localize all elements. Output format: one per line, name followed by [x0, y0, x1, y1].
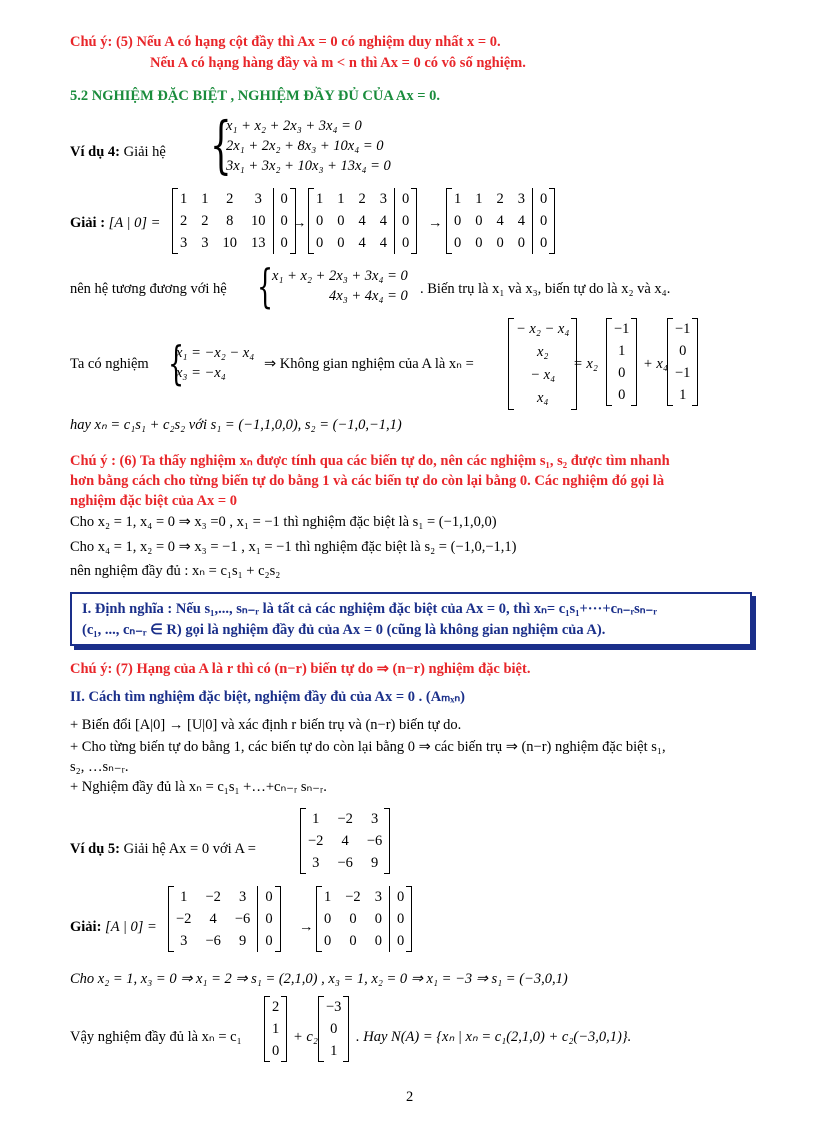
step-1: + Biến đổi [A|0] → [U|0] và xác định r biến trụ và (n−r) biến tự do. [70, 717, 462, 733]
matrix-cell: 0 [337, 234, 345, 251]
matrix-cell: 3 [312, 854, 320, 871]
have-solution-text: Ta có nghiệm [70, 356, 149, 372]
matrix-cell: −6 [205, 932, 221, 949]
matrix-cell: 2 [496, 190, 504, 207]
matrix-cell: 1 [272, 1020, 280, 1037]
section-2-heading: II. Cách tìm nghiệm đặc biệt, nghiệm đầy đủ của Ax = 0 . (Aₘₓₙ) [70, 689, 465, 705]
ex5-arrow: → [299, 919, 314, 935]
example5-label: Ví dụ 5: Giải hệ Ax = 0 với A = [70, 841, 256, 857]
solution-brace: { [168, 336, 185, 390]
note6-line3: nghiệm đặc biệt của Ax = 0 [70, 493, 237, 509]
matrix-cell: 0 [374, 910, 382, 927]
matrix-cell: 0 [330, 1020, 338, 1037]
matrix-cell: 10 [222, 234, 237, 251]
matrix-cell: 0 [337, 212, 345, 229]
example5-full-solution: Vậy nghiệm đầy đủ là xₙ = c₁ [70, 1029, 242, 1045]
matrix-cell: 4 [379, 212, 387, 229]
matrix-cell: 4 [209, 910, 217, 927]
matrix-cell: 2 [226, 190, 234, 207]
hay-line: hay xₙ = c₁s₁ + c₂s₂ với s₁ = (−1,1,0,0), s₂ = (−1,0,−1,1) [70, 417, 402, 433]
matrix-cell: 0 [618, 386, 626, 403]
matrix-cell: x₂ [536, 344, 549, 360]
matrix-cell: 1 [324, 888, 332, 905]
matrix-cell: 0 [273, 188, 295, 210]
matrix-cell: 0 [316, 212, 324, 229]
matrix-cell: x₄ [536, 390, 549, 406]
ex5-augmented-matrix-2 [316, 886, 412, 952]
matrix-cell: 1 [618, 342, 626, 359]
matrix-cell: 0 [533, 232, 555, 254]
matrix-cell: 0 [475, 234, 483, 251]
definition-line1: I. Định nghĩa : Nếu s₁,..., sₙ₋ᵣ là tất cả các nghiệm đặc biệt của Ax = 0, thì xₙ= c₁s₁+···+cₙ₋ᵣsₙ₋ᵣ [82, 601, 657, 617]
augmented-matrix-2 [308, 188, 417, 254]
matrix-cell: 3 [379, 190, 387, 207]
step-2-cont: s₂, …sₙ₋ᵣ. [70, 759, 129, 775]
matrix-cell: 3 [180, 932, 188, 949]
arrow-2: → [428, 215, 443, 231]
step-3: + Nghiệm đầy đủ là xₙ = c₁s₁ +…+cₙ₋ᵣ sₙ₋ᵣ. [70, 779, 327, 795]
matrix-cell: 0 [395, 232, 417, 254]
equivalent-system: x₁ + x₂ + 2x₃ + 3x₄ = 0 4x₃ + 4x₄ = 0 [272, 268, 408, 304]
matrix-cell: 0 [395, 210, 417, 232]
matrix-cell: 0 [475, 212, 483, 229]
matrix-cell: 1 [201, 190, 209, 207]
matrix-cell: 1 [316, 190, 324, 207]
matrix-cell: 0 [349, 932, 357, 949]
matrix-cell: 4 [379, 234, 387, 251]
matrix-cell: −2 [308, 832, 324, 849]
note6-case1: Cho x₂ = 1, x₄ = 0 ⇒ x₃ =0 , x₁ = −1 thì nghiệm đặc biệt là s₁ = (−1,1,0,0) [70, 514, 497, 530]
matrix-cell: 1 [454, 190, 462, 207]
matrix-cell: 2 [180, 212, 188, 229]
matrix-cell: 2 [358, 190, 366, 207]
note7: Chú ý: (7) Hạng của A là r thì có (n−r) biến tự do ⇒ (n−r) nghiệm đặc biệt. [70, 661, 531, 677]
ex5-augmented-matrix-1 [168, 886, 281, 952]
nullspace-set: . Hay N(A) = {xₙ | xₙ = c₁(2,1,0) + c₂(−3,0,1)}. [356, 1029, 632, 1045]
matrix-cell: 0 [258, 930, 280, 952]
matrix-cell: − x₄ [530, 367, 556, 383]
matrix-cell: 0 [454, 234, 462, 251]
matrix-cell: 2 [201, 212, 209, 229]
matrix-cell: 0 [533, 210, 555, 232]
matrix-cell: 0 [324, 932, 332, 949]
matrix-cell: 3 [254, 190, 262, 207]
matrix-cell: 9 [238, 932, 247, 949]
matrix-cell: 0 [389, 930, 411, 952]
matrix-cell: 8 [226, 212, 234, 229]
ex5-vector-2 [318, 996, 349, 1062]
note6-line2: hơn bằng cách cho từng biến tự do bằng 1 và các biến tự do còn lại bằng 0. Các nghiệm đó gọi là [70, 473, 665, 489]
definition-box [70, 592, 752, 646]
matrix-cell: 0 [496, 234, 504, 251]
example4-label: Ví dụ 4: Giải hệ [70, 144, 166, 160]
matrix-cell: −2 [345, 888, 361, 905]
note5-line2: Nếu A có hạng hàng đầy và m < n thì Ax = 0 có vô số nghiệm. [150, 55, 526, 71]
matrix-cell: 4 [496, 212, 504, 229]
matrix-cell: 9 [370, 854, 379, 871]
matrix-cell: 3 [238, 888, 247, 905]
matrix-cell: 0 [258, 908, 280, 930]
matrix-cell: 0 [679, 342, 687, 359]
matrix-cell: −2 [176, 910, 192, 927]
definition-line2: (c₁, ..., cₙ₋ᵣ ∈ R) gọi là nghiệm đầy đủ của Ax = 0 (cũng là không gian nghiệm của A). [82, 622, 606, 638]
example4-solution-label: Giải : [A | 0] = [70, 215, 161, 231]
matrix-cell: 1 [180, 888, 188, 905]
null-space-text: ⇒ Không gian nghiệm của A là xₙ = [264, 356, 474, 372]
equivalent-text: nên hệ tương đương với hệ [70, 281, 227, 297]
matrix-A [300, 808, 390, 874]
note5-line1: Chú ý: (5) Nếu A có hạng cột đầy thì Ax = 0 có nghiệm duy nhất x = 0. [70, 34, 501, 50]
matrix-cell: 1 [312, 810, 320, 827]
matrix-cell: 10 [251, 212, 266, 229]
matrix-cell: 3 [180, 234, 188, 251]
matrix-cell: 0 [374, 932, 382, 949]
eq-x2: = x₂ [573, 356, 598, 372]
matrix-cell: −6 [366, 832, 383, 849]
matrix-cell: 0 [517, 234, 525, 251]
matrix-cell: 0 [273, 232, 295, 254]
matrix-cell: 4 [341, 832, 349, 849]
vector-xn [508, 318, 577, 410]
matrix-cell: 0 [349, 910, 357, 927]
matrix-cell: −6 [234, 910, 251, 927]
matrix-cell: 0 [272, 1042, 280, 1059]
section-5-2-heading: 5.2 NGHIỆM ĐẶC BIỆT , NGHIỆM ĐẦY ĐỦ CỦA Ax = 0. [70, 88, 440, 104]
equiv-brace: { [257, 259, 274, 313]
matrix-cell: 0 [316, 234, 324, 251]
matrix-cell: −1 [614, 320, 630, 337]
matrix-cell: 3 [201, 234, 209, 251]
matrix-cell: −1 [675, 320, 691, 337]
matrix-cell: 0 [618, 364, 626, 381]
ex5-vector-1 [264, 996, 287, 1062]
matrix-cell: 4 [517, 212, 525, 229]
augmented-matrix-3 [446, 188, 555, 254]
matrix-cell: −1 [675, 364, 691, 381]
note6-line1: Chú ý : (6) Ta thấy nghiệm xₙ được tính qua các biến tự do, nên các nghiệm s₁, s₂ được tìm nhanh [70, 453, 670, 469]
system-brace: { [210, 108, 232, 181]
matrix-cell: 0 [258, 886, 280, 908]
vector-s2 [667, 318, 698, 406]
matrix-cell: − x₂ − x₄ [516, 321, 570, 337]
example4-system: x₁ + x₂ + 2x₃ + 3x₄ = 0 2x₁ + 2x₂ + 8x₃ + 10x₄ = 0 3x₁ + 3x₂ + 10x₃ + 13x₄ = 0 [226, 118, 391, 174]
page-number: 2 [406, 1089, 414, 1105]
note6-case2: Cho x₄ = 1, x₂ = 0 ⇒ x₃ = −1 , x₁ = −1 thì nghiệm đặc biệt là s₂ = (−1,0,−1,1) [70, 539, 517, 555]
matrix-cell: 4 [358, 234, 366, 251]
matrix-cell: 0 [395, 188, 417, 210]
matrix-cell: −2 [205, 888, 221, 905]
matrix-cell: 3 [374, 888, 382, 905]
matrix-cell: 3 [370, 810, 379, 827]
arrow-1: → [292, 215, 307, 231]
note6-full-solution: nên nghiệm đầy đủ : xₙ = c₁s₁ + c₂s₂ [70, 563, 281, 579]
matrix-cell: −3 [326, 998, 342, 1015]
matrix-cell: 0 [273, 210, 295, 232]
matrix-cell: 0 [533, 188, 555, 210]
plus-x4: + x₄ [643, 356, 668, 372]
matrix-cell: 1 [679, 386, 687, 403]
matrix-cell: 1 [180, 190, 188, 207]
matrix-cell: 1 [475, 190, 483, 207]
matrix-cell: 4 [358, 212, 366, 229]
matrix-cell: 3 [517, 190, 525, 207]
matrix-cell: −6 [337, 854, 353, 871]
matrix-cell: 2 [272, 998, 280, 1015]
matrix-cell: 0 [454, 212, 462, 229]
matrix-cell: 0 [389, 908, 411, 930]
solution-system: x₁ = −x₂ − x₄ x₃ = −x₄ [176, 345, 255, 381]
plus-c2: + c₂ [293, 1029, 318, 1045]
matrix-cell: 0 [324, 910, 332, 927]
vector-s1 [606, 318, 637, 406]
augmented-matrix-1 [172, 188, 296, 254]
step-2: + Cho từng biến tự do bằng 1, các biến tự do còn lại bằng 0 ⇒ các biến trụ ⇒ (n−r) nghiệm đặc biệt s₁, [70, 739, 666, 755]
matrix-cell: 0 [389, 886, 411, 908]
matrix-cell: −2 [337, 810, 353, 827]
example5-cho-line: Cho x₂ = 1, x₃ = 0 ⇒ x₁ = 2 ⇒ s₁ = (2,1,0) , x₃ = 1, x₂ = 0 ⇒ x₁ = −3 ⇒ s₁ = (−3,0,1) [70, 971, 568, 987]
matrix-cell: 1 [330, 1042, 338, 1059]
example5-solution-label: Giải: [A | 0] = [70, 919, 157, 935]
matrix-cell: 13 [251, 234, 266, 251]
pivot-text: . Biến trụ là x₁ và x₃, biến tự do là x₂ và x₄. [420, 281, 671, 297]
matrix-cell: 1 [337, 190, 345, 207]
